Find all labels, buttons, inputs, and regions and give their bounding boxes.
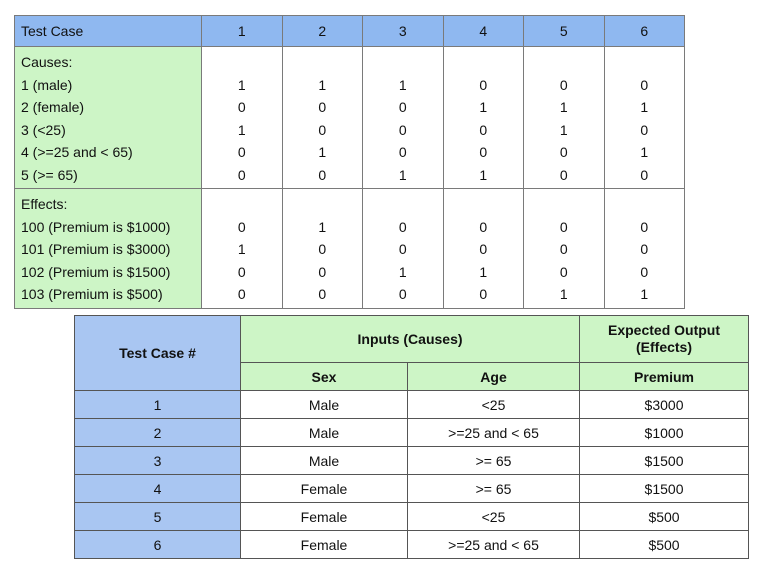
causes-value: 1 (479, 99, 488, 115)
effects-value: 1 (398, 263, 407, 280)
header-age: Age (408, 363, 580, 391)
spacer (283, 193, 363, 216)
causes-value: 0 (559, 166, 568, 183)
causes-value: 0 (318, 166, 327, 183)
causes-section (15, 47, 685, 189)
effects-value: 0 (237, 263, 246, 280)
effects-value: 0 (640, 241, 649, 257)
testcase-premium: $500 (580, 531, 749, 559)
causes-value: 1 (640, 144, 649, 160)
testcase-number: 6 (75, 531, 241, 559)
testcase-age: <25 (408, 503, 580, 531)
effects-values-case-6 (604, 189, 685, 309)
effects-value: 1 (318, 218, 327, 235)
causes-value: 0 (237, 99, 246, 115)
header-cell-test-case: Test Case (15, 16, 202, 47)
testcase-premium: $1500 (580, 475, 749, 503)
testcase-row (75, 447, 749, 475)
header-expected-output (580, 316, 749, 363)
effects-value: 0 (640, 218, 649, 235)
testcase-sex: Female (241, 531, 408, 559)
header-inputs-causes: Inputs (Causes) (241, 316, 580, 363)
effects-value: 0 (559, 241, 568, 257)
effects-value: 0 (398, 218, 407, 235)
causes-row-label: 3 (<25) (21, 121, 66, 138)
causes-row-label: 2 (female) (21, 99, 85, 115)
effects-section (15, 189, 685, 309)
causes-value: 0 (479, 121, 488, 138)
testcase-age: <25 (408, 391, 580, 419)
testcase-sex: Male (241, 391, 408, 419)
testcase-row (75, 503, 749, 531)
effects-value: 1 (559, 286, 568, 302)
causes-values-case-6 (604, 47, 685, 189)
header-sex: Sex (241, 363, 408, 391)
effects-value: 1 (237, 241, 246, 257)
testcase-row (75, 475, 749, 503)
causes-value: 1 (559, 121, 568, 138)
causes-row-label: 4 (>=25 and < 65) (21, 144, 133, 160)
testcase-body (75, 391, 749, 559)
causes-value: 1 (318, 144, 327, 160)
effects-value: 0 (398, 241, 407, 257)
spacer (605, 193, 685, 216)
causes-value: 1 (237, 76, 246, 93)
causes-value: 1 (640, 99, 649, 115)
header-test-case-number: Test Case # (75, 316, 241, 391)
effects-row-label: 102 (Premium is $1500) (21, 263, 171, 280)
causes-value: 0 (318, 99, 327, 115)
testcase-age: >=25 and < 65 (408, 531, 580, 559)
spacer (524, 193, 604, 216)
testcase-age: >= 65 (408, 447, 580, 475)
effects-value: 1 (640, 286, 649, 302)
testcase-number: 3 (75, 447, 241, 475)
causes-value: 0 (640, 121, 649, 138)
effects-values-case-5 (524, 189, 605, 309)
header-expected-output-line2: (Effects) (636, 339, 693, 355)
header-cell-case-5: 5 (524, 16, 605, 47)
testcase-sex: Female (241, 475, 408, 503)
header-cell-case-4: 4 (443, 16, 524, 47)
testcase-premium: $1000 (580, 419, 749, 447)
causes-value: 1 (479, 166, 488, 183)
effects-value: 0 (237, 218, 246, 235)
spacer (363, 51, 443, 74)
testcase-age: >= 65 (408, 475, 580, 503)
effects-value: 0 (237, 286, 246, 302)
causes-value: 1 (318, 76, 327, 93)
effects-row-label: 103 (Premium is $500) (21, 286, 163, 302)
effects-value: 0 (640, 263, 649, 280)
effects-value: 0 (318, 263, 327, 280)
causes-values-case-5 (524, 47, 605, 189)
spacer (605, 51, 685, 74)
testcase-age: >=25 and < 65 (408, 419, 580, 447)
spacer (444, 51, 524, 74)
testcase-header-row-1 (75, 316, 749, 363)
causes-value: 0 (237, 144, 246, 160)
effects-row-label: 100 (Premium is $1000) (21, 218, 171, 235)
testcase-number: 1 (75, 391, 241, 419)
causes-value: 1 (398, 166, 407, 183)
spacer (363, 193, 443, 216)
causes-value: 0 (559, 76, 568, 93)
effects-value: 0 (479, 241, 488, 257)
header-cell-case-2: 2 (282, 16, 363, 47)
testcase-row (75, 531, 749, 559)
testcase-row (75, 391, 749, 419)
spacer (202, 51, 282, 74)
header-cell-case-1: 1 (202, 16, 283, 47)
header-cell-case-3: 3 (363, 16, 444, 47)
causes-value: 0 (398, 144, 407, 160)
testcase-sex: Female (241, 503, 408, 531)
testcase-number: 5 (75, 503, 241, 531)
effects-values-case-1 (202, 189, 283, 309)
causes-values-case-4 (443, 47, 524, 189)
testcase-number: 2 (75, 419, 241, 447)
causes-value: 0 (640, 76, 649, 93)
effects-labels (15, 189, 202, 309)
causes-row-label: 1 (male) (21, 76, 73, 93)
effects-value: 0 (318, 241, 327, 257)
causes-values-case-3 (363, 47, 444, 189)
causes-values-case-1 (202, 47, 283, 189)
spacer (524, 51, 604, 74)
spacer (444, 193, 524, 216)
causes-value: 0 (318, 121, 327, 138)
effects-values-case-2 (282, 189, 363, 309)
effects-value: 0 (479, 286, 488, 302)
spacer (283, 51, 363, 74)
causes-labels (15, 47, 202, 189)
causes-value: 0 (398, 99, 407, 115)
testcase-table (74, 315, 749, 559)
causes-value: 0 (398, 121, 407, 138)
causes-values-case-2 (282, 47, 363, 189)
effects-value: 0 (398, 286, 407, 302)
effects-row-label: 101 (Premium is $3000) (21, 241, 171, 257)
effects-value: 0 (559, 263, 568, 280)
causes-value: 0 (479, 76, 488, 93)
causes-value: 1 (559, 99, 568, 115)
effects-value: 0 (559, 218, 568, 235)
effects-title: Effects: (21, 196, 68, 212)
spacer (202, 193, 282, 216)
decision-table-header-row (15, 16, 685, 47)
testcase-row (75, 419, 749, 447)
testcase-premium: $3000 (580, 391, 749, 419)
testcase-sex: Male (241, 447, 408, 475)
testcase-sex: Male (241, 419, 408, 447)
causes-title: Causes: (21, 54, 73, 70)
causes-value: 0 (479, 144, 488, 160)
effects-value: 0 (318, 286, 327, 302)
causes-value: 1 (398, 76, 407, 93)
causes-value: 1 (237, 121, 246, 138)
testcase-premium: $1500 (580, 447, 749, 475)
header-expected-output-line1: Expected Output (608, 322, 721, 338)
testcase-premium: $500 (580, 503, 749, 531)
causes-value: 0 (559, 144, 568, 160)
causes-value: 0 (237, 166, 246, 183)
effects-value: 0 (479, 218, 488, 235)
causes-row-label: 5 (>= 65) (21, 166, 78, 183)
causes-value: 0 (640, 166, 649, 183)
effects-values-case-3 (363, 189, 444, 309)
decision-table (14, 15, 685, 309)
header-cell-case-6: 6 (604, 16, 685, 47)
effects-value: 1 (479, 263, 488, 280)
testcase-number: 4 (75, 475, 241, 503)
header-premium: Premium (580, 363, 749, 391)
effects-values-case-4 (443, 189, 524, 309)
